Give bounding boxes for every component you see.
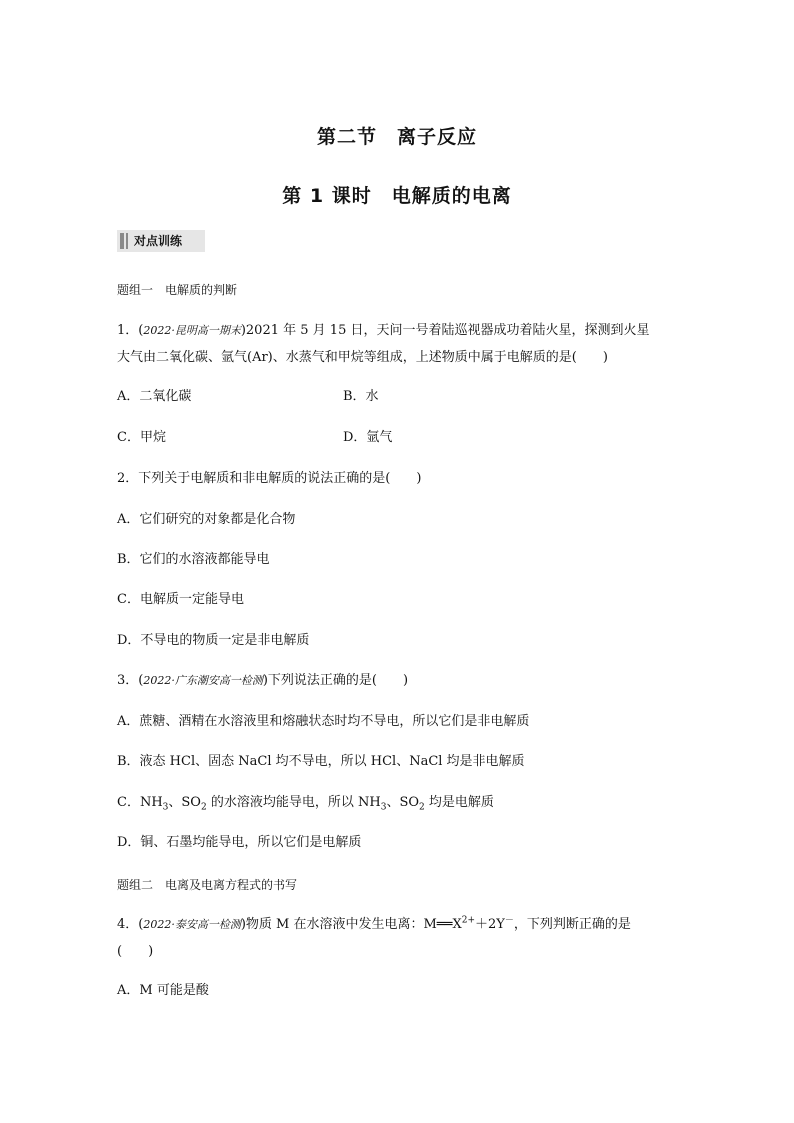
q3-stem <box>117 671 408 691</box>
q2-option-c: C．电解质一定能导电 <box>117 592 244 607</box>
lesson-subtitle: 第 1 课时 电解质的电离 <box>282 185 512 207</box>
q3-option-d: D．铜、石墨均能导电，所以它们是电解质 <box>117 835 362 850</box>
q4-sup2: － <box>504 915 514 926</box>
q2-option-d: D．不导电的物质一定是非电解质 <box>117 633 310 648</box>
q4-stem-b: ＋2Y <box>475 917 505 932</box>
section-tag-label: 对点训练 <box>134 234 183 248</box>
q2-option-a: A．它们研究的对象都是化合物 <box>117 512 296 527</box>
q1-source: 2022·昆明高一期末 <box>143 324 241 337</box>
q3-option-b: B．液态 HCl、固态 NaCl 均不导电，所以 HCl、NaCl 均是非电解质 <box>117 754 525 769</box>
q1-option-b: B．水 <box>343 389 379 404</box>
q4-stem-c: ，下列判断正确的是 <box>513 917 631 932</box>
q4-line2: ( ) <box>117 944 154 959</box>
q4-stem-a: )物质 M 在水溶液中发生电离：M══X <box>240 917 462 932</box>
q3-c-end: 均是电解质 <box>424 795 494 810</box>
q2-stem: 2．下列关于电解质和非电解质的说法正确的是( ) <box>117 471 422 486</box>
page-title: 第二节 离子反应 <box>316 126 477 148</box>
q3-c-sub4: 2 <box>419 802 425 813</box>
q4-option-a: A．M 可能是酸 <box>117 983 209 998</box>
q1-num: 1．( <box>117 323 144 338</box>
q3-source: 2022·广东潮安高一检测 <box>143 674 263 687</box>
q4-sup1: 2+ <box>461 915 475 926</box>
q3-c-mid2: 的水溶液均能导电，所以 NH <box>206 795 381 810</box>
q3-c-sub2: 2 <box>200 802 207 813</box>
q1-option-d: D．氩气 <box>343 430 393 445</box>
q3-c-sub1: 3 <box>162 802 169 813</box>
q1-line2: 大气由二氧化碳、氩气(Ar)、水蒸气和甲烷等组成，上述物质中属于电解质的是( ) <box>117 350 608 365</box>
group2-heading: 题组二 电离及电离方程式的书写 <box>117 878 298 892</box>
q4-source: 2022·泰安高一检测 <box>143 918 241 931</box>
group1-heading: 题组一 电解质的判断 <box>117 283 238 297</box>
q1-option-a: A．二氧化碳 <box>117 389 192 404</box>
q3-option-c <box>117 793 494 813</box>
q3-c-mid3: 、SO <box>386 795 420 810</box>
q1-option-c: C．甲烷 <box>117 430 166 445</box>
q3-num: 3．( <box>117 673 144 688</box>
tag-bar <box>120 233 124 249</box>
q4-num: 4．( <box>117 917 144 932</box>
q3-c-pre: C．NH <box>117 795 163 810</box>
q3-stem-text: )下列说法正确的是( ) <box>262 673 409 688</box>
q2-option-b: B．它们的水溶液都能导电 <box>117 552 270 567</box>
q3-c-mid: 、SO <box>168 795 201 810</box>
q3-option-a: A．蔗糖、酒精在水溶液里和熔融状态时均不导电，所以它们是非电解质 <box>117 714 530 729</box>
section-tag <box>117 230 205 252</box>
q4-line1 <box>117 915 631 935</box>
q3-c-sub3: 3 <box>380 802 387 813</box>
q1-line1 <box>117 321 649 341</box>
q1-line1-text: )2021 年 5 月 15 日，天问一号着陆巡视器成功着陆火星，探测到火星 <box>240 323 650 338</box>
tag-bar-thin <box>126 233 128 249</box>
